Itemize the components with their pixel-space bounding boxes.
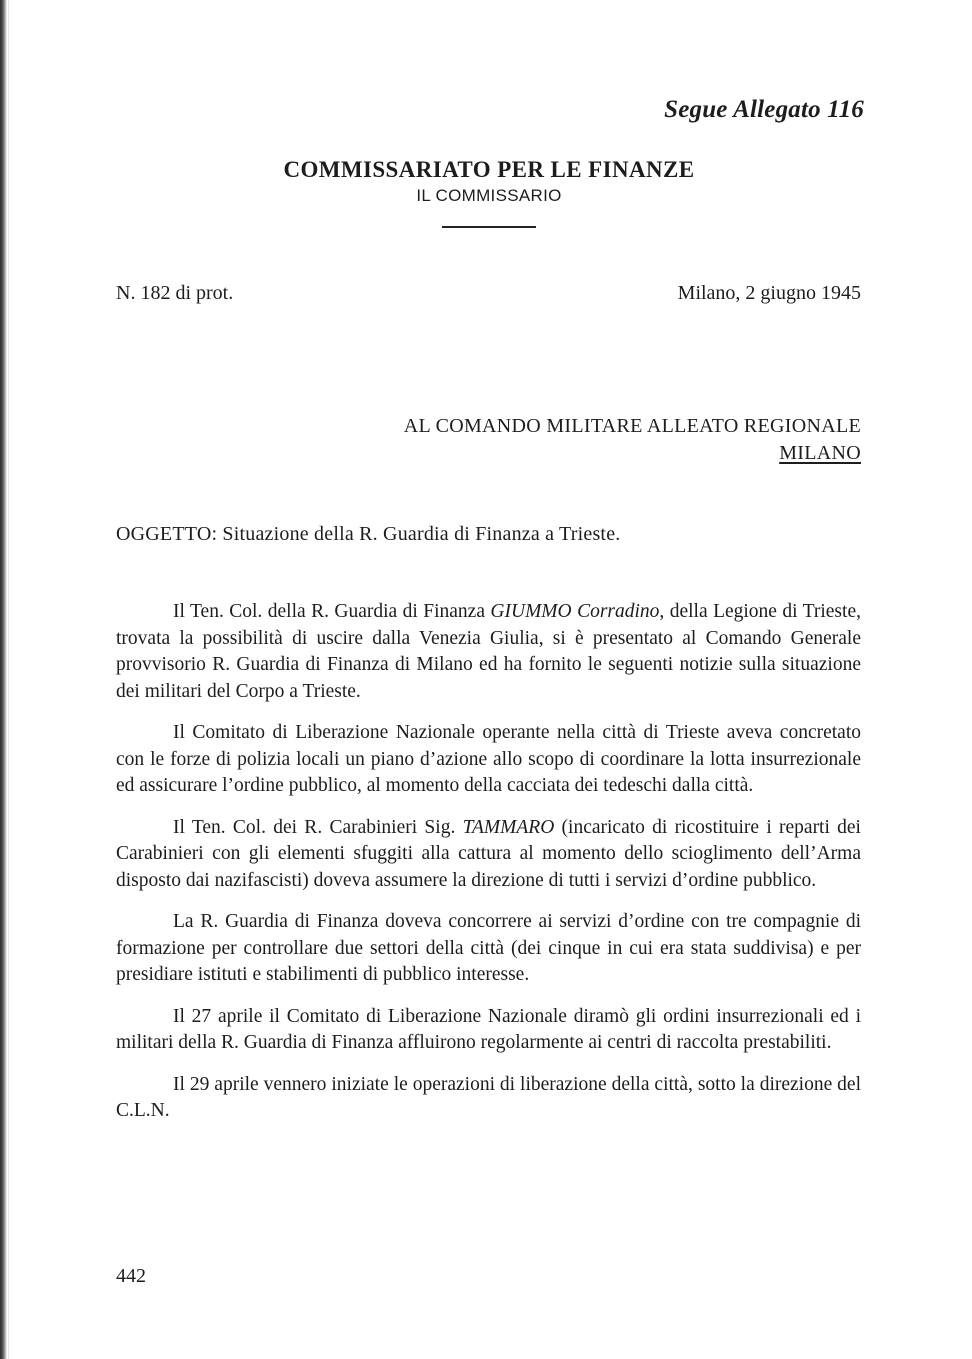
annex-label: Segue Allegato 116 bbox=[664, 96, 864, 123]
paragraph: Il 27 aprile il Comitato di Liberazione Nazionale diramò gli ordini insurrezionali ed i militari della R. Guardia di Finanza affluirono regolarmente ai centri di raccolta prestabiliti. bbox=[116, 1005, 861, 1053]
recipient-line: AL COMANDO MILITARE ALLEATO REGIONALE bbox=[403, 415, 861, 437]
subject-line: OGGETTO: Situazione della R. Guardia di Finanza a Trieste. bbox=[116, 523, 621, 545]
letterhead bbox=[3, 157, 972, 206]
recipient-block bbox=[404, 413, 861, 467]
place-date: Milano, 2 giugno 1945 bbox=[677, 282, 861, 304]
letter-body bbox=[116, 599, 861, 1140]
person-name: TAMMARO bbox=[462, 816, 555, 838]
paragraph: La R. Guardia di Finanza doveva concorrere ai servizi d’ordine con tre compagnie di formazione per controllare due settori della città (dei cinque in cui era stata suddivisa) e per presidiare istituti e stabilimenti di pubblico interesse. bbox=[116, 911, 861, 985]
letterhead-divider bbox=[442, 226, 536, 228]
protocol-number: N. 182 di prot. bbox=[116, 282, 234, 304]
office-role: IL COMMISSARIO bbox=[416, 186, 562, 205]
paragraph: Il Ten. Col. dei R. Carabinieri Sig. TAMMARO (incaricato di ricostituire i reparti dei Carabinieri con gli elementi sfuggiti alla cattura al momento dello scioglimento dell’Arma disposto dai nazifascisti) doveva assumere la direzione di tutti i servizi d’ordine pubblico. bbox=[116, 816, 861, 891]
page-number: 442 bbox=[116, 1265, 146, 1287]
office-title: COMMISSARIATO PER LE FINANZE bbox=[283, 157, 695, 182]
paragraph: Il Comitato di Liberazione Nazionale operante nella città di Trieste aveva concretato con le forze di polizia locali un piano d’azione allo scopo di coordinare la lotta insurrezionale ed assicurare l’ordine pubblico, al momento della cacciata dei tedeschi dalla città. bbox=[116, 722, 861, 796]
recipient-city: MILANO bbox=[779, 442, 861, 464]
person-name: GIUMMO Corradino bbox=[490, 601, 660, 622]
paragraph: Il Ten. Col. della R. Guardia di Finanza GIUMMO Corradino, della Legione di Trieste, trovata la possibilità di uscire dalla Venezia Giulia, si è presentato al Comando Generale provvisorio R. Guardia di Finanza di Milano ed ha fornito le seguenti notizie sulla situazione dei militari del Corpo a Trieste. bbox=[116, 601, 861, 702]
paragraph: Il 29 aprile vennero iniziate le operazioni di liberazione della città, sotto la direzione del C.L.N. bbox=[116, 1073, 861, 1121]
